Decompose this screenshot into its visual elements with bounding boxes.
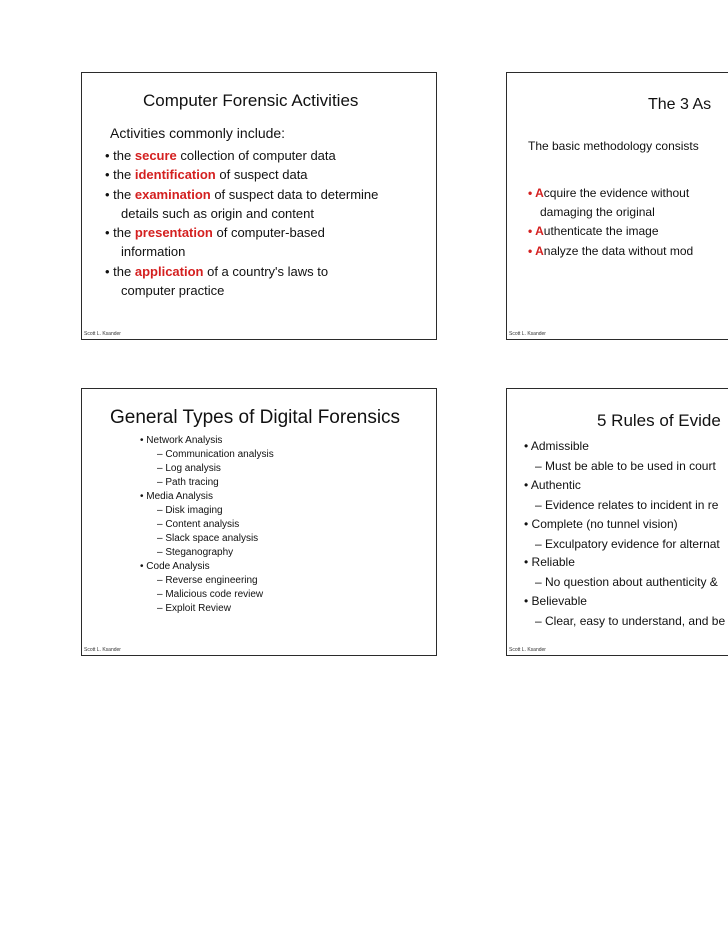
bullet-rest: of suspect data to determine xyxy=(210,187,379,202)
list-item: – Exculpatory evidence for alternat xyxy=(535,537,720,551)
bullet-prefix: • the xyxy=(105,148,135,163)
highlight-word: application xyxy=(134,264,204,279)
list-item: – No question about authenticity & xyxy=(535,575,718,589)
highlight-word: examination xyxy=(134,187,211,202)
slide-footer: Scott L. Ksander xyxy=(509,331,546,337)
bullet-rest: nalyze the data without mod xyxy=(543,244,694,258)
bullet-dot: • xyxy=(528,224,536,238)
bullet-application xyxy=(105,264,328,279)
bullet-dot: • xyxy=(528,244,536,258)
bullet-rest: collection of computer data xyxy=(176,148,336,163)
slide-five-rules-of-evidence xyxy=(506,388,728,656)
bullet-analyze xyxy=(528,244,693,258)
bullet-rest: of a country's laws to xyxy=(203,264,329,279)
list-item: – Exploit Review xyxy=(157,603,231,614)
bullet-rest: of computer-based xyxy=(212,225,325,240)
list-item: – Log analysis xyxy=(157,463,221,474)
list-item: – Slack space analysis xyxy=(157,533,259,544)
bullet-rest: of suspect data xyxy=(215,167,308,182)
highlight-word: secure xyxy=(134,148,177,163)
list-item: – Must be able to be used in court xyxy=(535,459,716,473)
bullet-dot: • xyxy=(528,186,536,200)
list-item: • Code Analysis xyxy=(140,561,210,572)
list-item: • Complete (no tunnel vision) xyxy=(524,517,678,531)
list-item: – Malicious code review xyxy=(157,589,264,600)
list-item: • Authentic xyxy=(524,478,581,492)
bullet-rest: uthenticate the image xyxy=(543,224,659,238)
bullet-continuation: details such as origin and content xyxy=(121,206,314,221)
bullet-acquire xyxy=(528,186,689,200)
slide-computer-forensic-activities xyxy=(81,72,437,340)
list-item: – Steganography xyxy=(157,547,234,558)
slide-three-as xyxy=(506,72,728,340)
intro-text: Activities commonly include: xyxy=(110,125,286,141)
bullet-authenticate xyxy=(528,224,659,238)
list-item: • Media Analysis xyxy=(140,491,213,502)
list-item: • Reliable xyxy=(524,555,575,569)
list-item: – Disk imaging xyxy=(157,505,223,516)
bullet-continuation: information xyxy=(121,244,186,259)
intro-text: The basic methodology consists xyxy=(528,139,699,153)
bullet-prefix: • the xyxy=(105,225,135,240)
list-item: • Believable xyxy=(524,594,587,608)
list-item: – Path tracing xyxy=(157,477,219,488)
bullet-prefix: • the xyxy=(105,167,135,182)
bullet-examination xyxy=(105,187,378,202)
list-item: – Content analysis xyxy=(157,519,240,530)
list-item: – Communication analysis xyxy=(157,449,274,460)
bullet-presentation xyxy=(105,225,325,240)
highlight-letter: A xyxy=(535,244,544,258)
slide-title: 5 Rules of Evide xyxy=(597,411,721,430)
bullet-continuation: computer practice xyxy=(121,283,225,298)
bullet-secure xyxy=(105,148,336,163)
bullet-rest: cquire the evidence without xyxy=(543,186,690,200)
list-item: – Evidence relates to incident in re xyxy=(535,498,719,512)
highlight-word: presentation xyxy=(134,225,213,240)
slide-title: The 3 As xyxy=(648,96,712,113)
slide-title: Computer Forensic Activities xyxy=(143,91,359,110)
bullet-prefix: • the xyxy=(105,264,135,279)
highlight-word: identification xyxy=(134,167,216,182)
highlight-letter: A xyxy=(535,224,544,238)
list-item: • Admissible xyxy=(524,439,589,453)
slide-footer: Scott L. Ksander xyxy=(84,331,121,337)
highlight-letter: A xyxy=(535,186,544,200)
slide-title: General Types of Digital Forensics xyxy=(110,407,401,428)
slide-footer: Scott L. Ksander xyxy=(509,647,546,653)
bullet-prefix: • the xyxy=(105,187,135,202)
list-item: • Network Analysis xyxy=(140,435,223,446)
slide-general-types-digital-forensics xyxy=(81,388,437,656)
slide-footer: Scott L. Ksander xyxy=(84,647,121,653)
list-item: – Reverse engineering xyxy=(157,575,258,586)
bullet-identification xyxy=(105,167,308,182)
bullet-continuation: damaging the original xyxy=(540,205,655,219)
list-item: – Clear, easy to understand, and be xyxy=(535,614,726,628)
